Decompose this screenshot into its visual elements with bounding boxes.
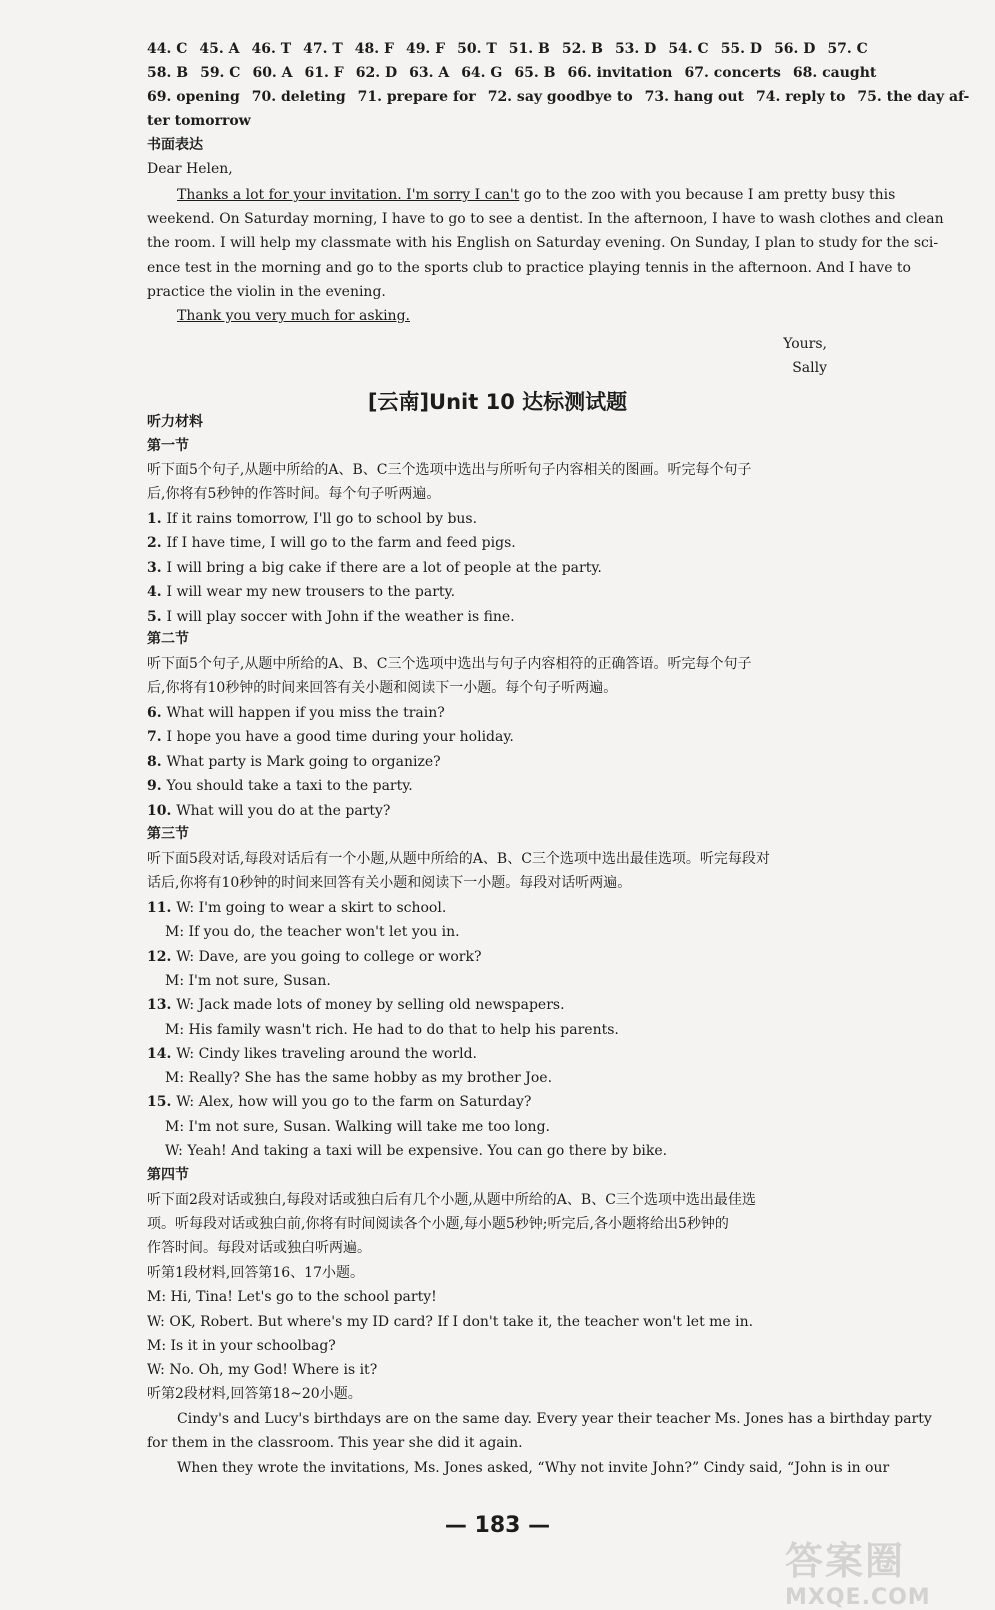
answer-item: 69. opening bbox=[147, 89, 240, 105]
answer-item: 62. D bbox=[355, 65, 398, 81]
answer-item: 45. A bbox=[199, 41, 240, 57]
answer-item: 47. T bbox=[303, 41, 343, 57]
answer-item: 61. F bbox=[304, 65, 344, 81]
material-2-heading: 听第2段材料,回答第18~20小题。 bbox=[147, 1386, 362, 1402]
letter-opening-rest: go to the zoo with you because I am pretty busy this bbox=[519, 187, 896, 203]
item-text: W: Alex, how will you go to the farm on Saturday? bbox=[176, 1094, 532, 1111]
letter-underlined-opening: Thanks a lot for your invitation. I'm sorry I can't bbox=[177, 187, 520, 203]
answer-item: 44. C bbox=[147, 41, 188, 57]
answer-item: 48. F bbox=[354, 41, 394, 57]
item-text: I will play soccer with John if the weather is fine. bbox=[166, 608, 515, 625]
section-3-instruction: 听下面5段对话,每段对话后有一个小题,从题中所给的A、B、C三个选项中选出最佳选项。听完每段对 bbox=[147, 851, 770, 867]
answer-item: 70. deleting bbox=[251, 89, 346, 105]
item-number: 9. bbox=[147, 778, 167, 795]
item-text: If it rains tomorrow, I'll go to school by bus. bbox=[166, 511, 478, 527]
item-number: 4. bbox=[147, 584, 167, 601]
section-1-heading: 第一节 bbox=[147, 438, 189, 454]
dialogue-line bbox=[147, 1139, 827, 1163]
answer-item: 75. the day af- bbox=[857, 89, 970, 105]
answer-item: 46. T bbox=[251, 41, 292, 57]
item-text: What party is Mark going to organize? bbox=[166, 753, 441, 770]
answer-item: 74. reply to bbox=[755, 89, 846, 105]
passage-line: for them in the classroom. This year she did it again. bbox=[147, 1435, 523, 1451]
answer-item: 60. A bbox=[252, 65, 293, 81]
item-number: 1. bbox=[147, 511, 167, 527]
item-number: 14. bbox=[147, 1045, 177, 1062]
letter-closing-line bbox=[147, 304, 827, 328]
answer-item: 53. D bbox=[614, 41, 657, 57]
section-3-instruction: 话后,你将有10秒钟的时间来回答有关小题和阅读下一小题。每段对话听两遍。 bbox=[147, 875, 632, 891]
item-text: W: Yeah! And taking a taxi will be expensive. You can go there by bike. bbox=[165, 1143, 668, 1159]
dialogue-line bbox=[147, 1066, 827, 1090]
listening-item bbox=[147, 725, 827, 749]
item-text: I hope you have a good time during your holiday. bbox=[166, 729, 514, 746]
listening-heading: 听力材料 bbox=[147, 414, 203, 430]
item-text: M: I'm not sure, Susan. bbox=[165, 972, 331, 989]
answer-item: 65. B bbox=[514, 65, 556, 81]
item-text: If I have time, I will go to the farm and feed pigs. bbox=[166, 535, 516, 552]
item-text: I will bring a big cake if there are a lot of people at the party. bbox=[166, 559, 602, 576]
item-text: M: Really? She has the same hobby as my brother Joe. bbox=[165, 1070, 553, 1087]
listening-item bbox=[147, 556, 827, 580]
letter-signoff: Yours, bbox=[783, 336, 827, 352]
answer-item: 56. D bbox=[774, 41, 816, 57]
listening-item bbox=[147, 507, 827, 531]
item-number: 5. bbox=[147, 608, 167, 625]
item-number: 6. bbox=[147, 705, 167, 721]
item-text: W: Dave, are you going to college or work? bbox=[176, 948, 482, 965]
section-4-heading: 第四节 bbox=[147, 1167, 189, 1183]
answer-row-4: ter tomorrow bbox=[147, 113, 251, 129]
answer-item: 72. say goodbye to bbox=[487, 89, 633, 105]
answer-item: 55. D bbox=[720, 41, 763, 57]
item-text: You should take a taxi to the party. bbox=[166, 778, 413, 795]
answer-item: 73. hang out bbox=[644, 89, 744, 105]
section-4-instruction: 听下面2段对话或独白,每段对话或独白后有几个小题,从题中所给的A、B、C三个选项中选出最佳选 bbox=[147, 1192, 756, 1208]
answer-item: 51. B bbox=[508, 41, 550, 57]
dialogue-line bbox=[147, 993, 827, 1017]
writing-heading: 书面表达 bbox=[147, 137, 203, 153]
material-1-heading: 听第1段材料,回答第16、17小题。 bbox=[147, 1265, 364, 1281]
dialogue-line bbox=[147, 920, 827, 944]
dialogue-line: W: OK, Robert. But where's my ID card? If I don't take it, the teacher won't let me in. bbox=[147, 1314, 754, 1330]
section-3-heading: 第三节 bbox=[147, 826, 189, 842]
test-title: [云南]Unit 10 达标测试题 bbox=[367, 390, 628, 414]
dialogue-line: W: No. Oh, my God! Where is it? bbox=[147, 1362, 378, 1378]
answer-item: 49. F bbox=[405, 41, 446, 57]
item-text: W: I'm going to wear a skirt to school. bbox=[176, 900, 447, 916]
answer-row-1 bbox=[147, 37, 868, 61]
item-text: M: His family wasn't rich. He had to do that to help his parents. bbox=[165, 1021, 619, 1038]
item-text: W: Cindy likes traveling around the world. bbox=[176, 1045, 477, 1062]
answer-item: 58. B bbox=[147, 65, 189, 81]
item-text: M: If you do, the teacher won't let you in. bbox=[165, 924, 460, 941]
watermark-domain: MXQE.COM bbox=[785, 1585, 931, 1610]
letter-signature: Sally bbox=[792, 360, 827, 376]
item-number: 11. bbox=[147, 900, 177, 916]
answer-item: 64. G bbox=[461, 65, 503, 81]
section-2-heading: 第二节 bbox=[147, 631, 189, 647]
listening-item bbox=[147, 531, 827, 555]
answer-item: 52. B bbox=[561, 41, 603, 57]
dialogue-line bbox=[147, 945, 827, 969]
letter-line: weekend. On Saturday morning, I have to go to see a dentist. In the afternoon, I have to wash clothes and clean bbox=[147, 211, 944, 227]
dialogue-line bbox=[147, 1018, 827, 1042]
item-number: 8. bbox=[147, 753, 167, 770]
answer-item: 54. C bbox=[668, 41, 709, 57]
answer-row-3 bbox=[147, 85, 970, 109]
dialogue-line: M: Hi, Tina! Let's go to the school party! bbox=[147, 1289, 437, 1305]
dialogue-line bbox=[147, 896, 827, 920]
answer-item: 67. concerts bbox=[684, 65, 781, 81]
item-text: What will happen if you miss the train? bbox=[166, 705, 445, 721]
watermark-logo bbox=[785, 1530, 985, 1610]
watermark-text: 答案圈 bbox=[785, 1539, 906, 1583]
section-4-instruction: 作答时间。每段对话或独白听两遍。 bbox=[147, 1240, 371, 1256]
item-number: 10. bbox=[147, 802, 177, 819]
item-number: 2. bbox=[147, 535, 167, 552]
letter-paragraph-1 bbox=[147, 183, 896, 207]
answer-item: 71. prepare for bbox=[357, 89, 476, 105]
item-number: 13. bbox=[147, 997, 177, 1014]
item-text: I will wear my new trousers to the party. bbox=[166, 584, 456, 601]
listening-item bbox=[147, 605, 827, 629]
dialogue-line bbox=[147, 1090, 827, 1114]
section-1-instruction: 后,你将有5秒钟的作答时间。每个句子听两遍。 bbox=[147, 486, 441, 502]
item-text: W: Jack made lots of money by selling old newspapers. bbox=[176, 997, 565, 1014]
item-number: 3. bbox=[147, 559, 167, 576]
section-2-instruction: 后,你将有10秒钟的时间来回答有关小题和阅读下一小题。每个句子听两遍。 bbox=[147, 680, 618, 696]
passage-line: Cindy's and Lucy's birthdays are on the same day. Every year their teacher Ms. Jones has a birthday party bbox=[177, 1411, 932, 1427]
passage-line: When they wrote the invitations, Ms. Jones asked, “Why not invite John?” Cindy said, “John is in our bbox=[177, 1460, 890, 1476]
section-1-instruction: 听下面5个句子,从题中所给的A、B、C三个选项中选出与所听句子内容相关的图画。听完每个句子 bbox=[147, 462, 752, 478]
letter-closing: Thank you very much for asking. bbox=[177, 308, 410, 324]
item-text: M: I'm not sure, Susan. Walking will take me too long. bbox=[165, 1118, 550, 1135]
dialogue-line bbox=[147, 1115, 827, 1139]
dialogue-line: M: Is it in your schoolbag? bbox=[147, 1338, 336, 1354]
item-text: What will you do at the party? bbox=[176, 802, 391, 819]
letter-line: the room. I will help my classmate with his English on Saturday evening. On Sunday, I plan to study for the sci- bbox=[147, 235, 939, 251]
section-2-instruction: 听下面5个句子,从题中所给的A、B、C三个选项中选出与句子内容相符的正确答语。听完每个句子 bbox=[147, 656, 752, 672]
answer-item: 57. C bbox=[827, 41, 868, 57]
page-number: — 183 — bbox=[444, 1513, 551, 1538]
answer-item: 66. invitation bbox=[567, 65, 673, 81]
letter-greeting: Dear Helen, bbox=[147, 161, 233, 177]
dialogue-line bbox=[147, 969, 827, 993]
answer-row-2 bbox=[147, 61, 877, 85]
answer-item: 50. T bbox=[457, 41, 497, 57]
letter-line: ence test in the morning and go to the sports club to practice playing tennis in the afternoon. And I have to bbox=[147, 260, 911, 276]
letter-line: practice the violin in the evening. bbox=[147, 284, 386, 300]
answer-item: 63. A bbox=[409, 65, 450, 81]
listening-item bbox=[147, 701, 827, 725]
item-number: 15. bbox=[147, 1094, 177, 1111]
answer-item: 59. C bbox=[200, 65, 241, 81]
listening-item bbox=[147, 580, 827, 604]
dialogue-line bbox=[147, 1042, 827, 1066]
listening-item bbox=[147, 799, 827, 823]
item-number: 7. bbox=[147, 729, 167, 746]
item-number: 12. bbox=[147, 948, 177, 965]
section-4-instruction: 项。听每段对话或独白前,你将有时间阅读各个小题,每小题5秒钟;听完后,各小题将给出5秒钟的 bbox=[147, 1216, 729, 1232]
answer-item: 68. caught bbox=[792, 65, 877, 81]
listening-item bbox=[147, 774, 827, 798]
listening-item bbox=[147, 750, 827, 774]
